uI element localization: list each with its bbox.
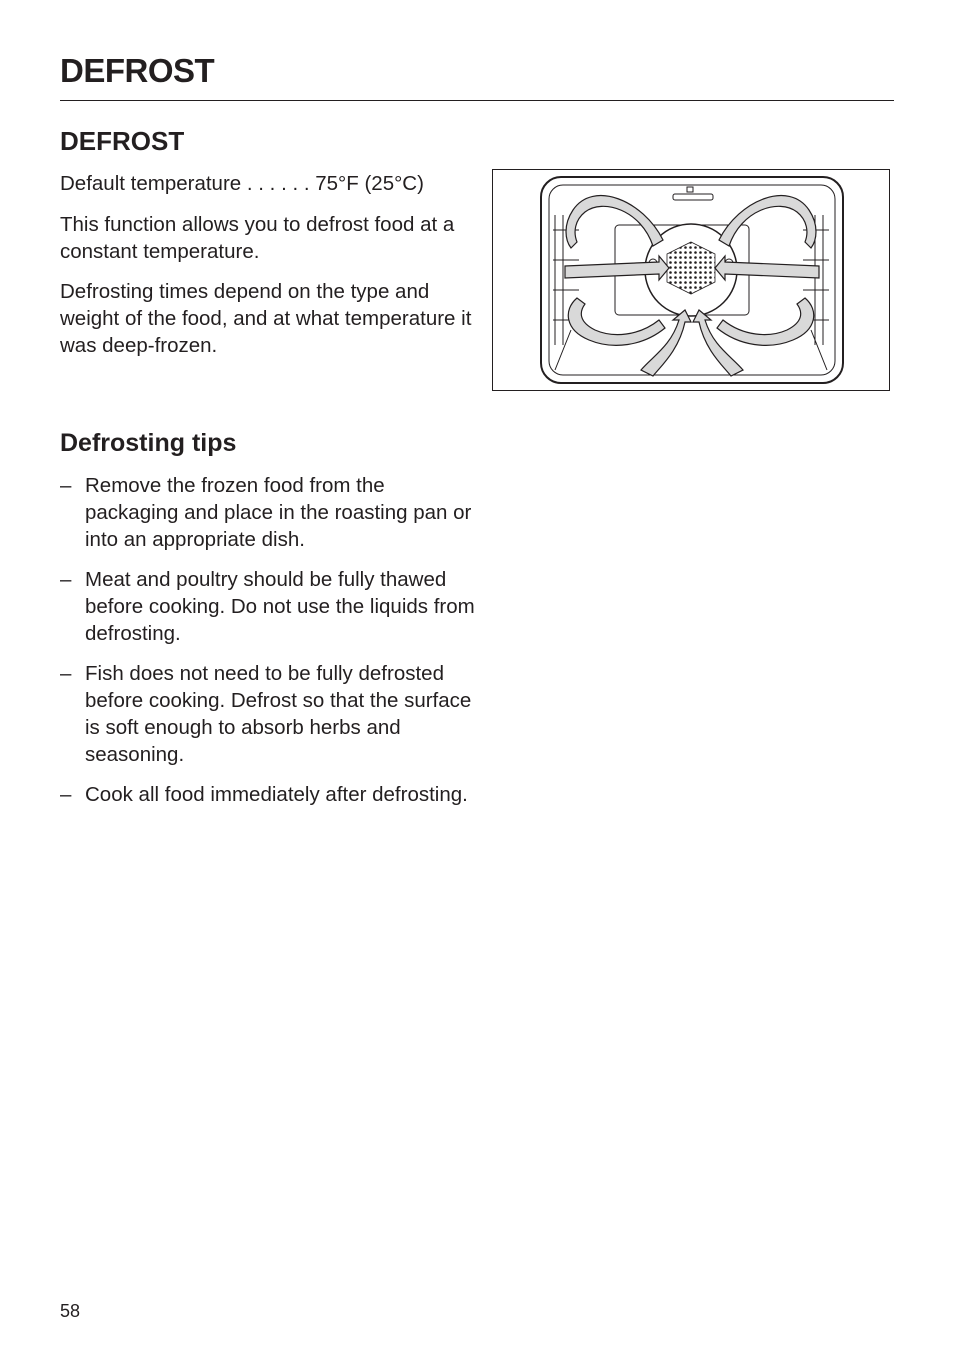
tip-text: Cook all food immediately after defrosting.	[85, 783, 468, 806]
list-item	[60, 781, 480, 808]
page-title: DEFROST	[60, 52, 215, 89]
dash-bullet: –	[60, 783, 72, 806]
tip-text: Fish does not need to be fully defrosted before cooking. Defrost so that the surface is soft enough to absorb herbs and seasoning.	[85, 662, 472, 766]
default-temperature-label: Default temperature	[60, 172, 242, 195]
leader-dots: . . . . . .	[246, 172, 310, 195]
dash-bullet: –	[60, 568, 72, 591]
dash-bullet: –	[60, 474, 72, 497]
defrosting-tips-title: Defrosting tips	[60, 429, 237, 457]
defrosting-times-paragraph: Defrosting times depend on the type and weight of the food, and at what temperature it was deep-frozen.	[60, 280, 472, 357]
dash-bullet: –	[60, 662, 72, 685]
page-number: 58	[60, 1301, 81, 1321]
list-item	[60, 566, 480, 647]
default-temperature-value: 75°F (25°C)	[315, 172, 424, 195]
defrosting-tips-list	[60, 472, 480, 821]
list-item	[60, 660, 480, 768]
tip-text: Remove the frozen food from the packaging and place in the roasting pan or into an appropriate dish.	[85, 474, 472, 551]
list-item	[60, 472, 480, 553]
description-paragraph: This function allows you to defrost food at a constant temperature.	[60, 213, 455, 263]
header-divider	[60, 100, 894, 101]
oven-airflow-figure	[492, 169, 890, 391]
default-temperature-line	[60, 170, 480, 197]
tip-text: Meat and poultry should be fully thawed before cooking. Do not use the liquids from defrosting.	[85, 568, 475, 645]
oven-fan-airflow-icon	[493, 170, 889, 390]
section-title: DEFROST	[60, 126, 185, 156]
